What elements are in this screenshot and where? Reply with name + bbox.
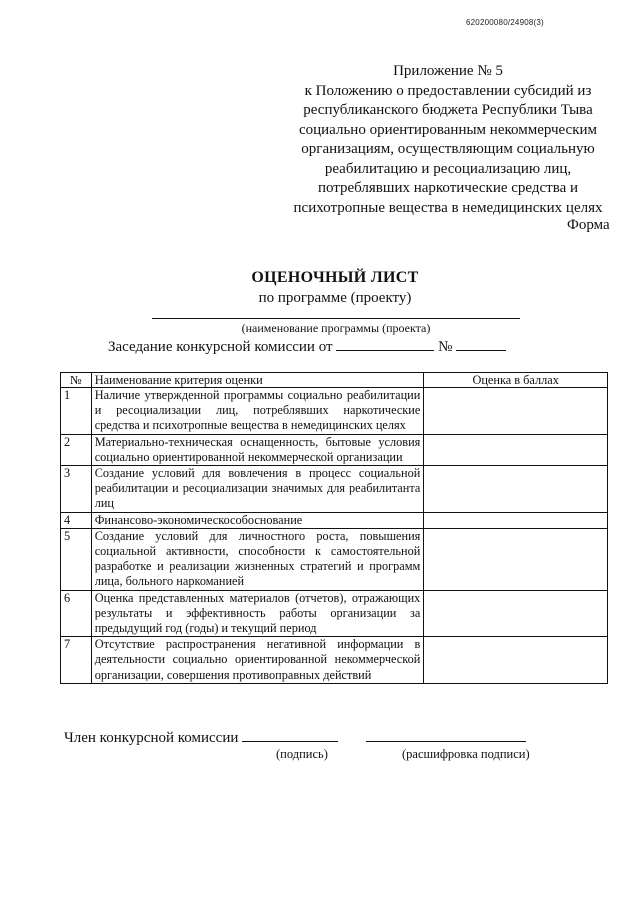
meeting-number-label: №: [438, 339, 453, 355]
meeting-date-blank: [336, 337, 434, 351]
row-score-cell: [424, 434, 608, 465]
appendix-number: Приложение № 5: [393, 63, 503, 79]
row-score-cell: [424, 466, 608, 513]
appendix-line: социально ориентированным некоммерческим: [298, 121, 598, 138]
row-criterion: Финансово-экономическособоснование: [91, 512, 424, 528]
title-block: [200, 268, 470, 308]
meeting-label: Заседание конкурсной комиссии от: [108, 339, 333, 355]
signature-blank: [242, 728, 338, 742]
row-score-cell: [424, 637, 608, 684]
program-name-line: [152, 318, 520, 319]
form-label: Форма: [567, 217, 610, 233]
header-number: №: [61, 373, 92, 388]
table-row: [61, 590, 608, 637]
row-number: 1: [61, 388, 92, 435]
row-criterion: Отсутствие распространения негативной информации в деятельности социально ориентированной некоммерческой организации, совершения противоправных действий: [91, 637, 424, 684]
table-row: [61, 528, 608, 590]
appendix-line: психотропные вещества в немедицинских целях: [293, 199, 603, 216]
row-number: 6: [61, 590, 92, 637]
document-title: ОЦЕНОЧНЫЙ ЛИСТ: [251, 269, 419, 286]
row-criterion: Создание условий для личностного роста, повышения социальной активности, способности к самостоятельной разработке и реализации жизненных стратегий и программ лица, больного наркоманией: [91, 528, 424, 590]
signature-decode-blank: [366, 728, 526, 742]
meeting-number-blank: [456, 337, 506, 351]
appendix-line: потреблявших наркотические средства и: [317, 180, 579, 196]
signature-line: [64, 728, 544, 747]
signature-decode-caption: (расшифровка подписи): [402, 747, 530, 761]
row-score-cell: [424, 388, 608, 435]
header-score: Оценка в баллах: [424, 373, 608, 388]
signature-label: Член конкурсной комиссии: [64, 730, 239, 746]
table-row: [61, 466, 608, 513]
table-row: [61, 434, 608, 465]
appendix-header: [262, 62, 634, 218]
document-id: 620200080/24908(3): [466, 18, 544, 27]
row-criterion: Наличие утвержденной программы социально реабилитации и ресоциализации лиц, потреблявших наркотические средства и психотропные вещества в немедицинских целях: [91, 388, 424, 435]
row-score-cell: [424, 590, 608, 637]
row-number: 4: [61, 512, 92, 528]
table-header-row: [61, 373, 608, 388]
table-row: [61, 388, 608, 435]
header-criterion: Наименование критерия оценки: [91, 373, 424, 388]
meeting-line: [108, 337, 548, 356]
table-row: [61, 637, 608, 684]
program-name-caption: (наименование программы (проекта): [241, 321, 431, 335]
criteria-table: [60, 372, 608, 684]
signature-caption: (подпись): [276, 747, 328, 761]
row-criterion: Создание условий для вовлечения в процесс социальной реабилитации и ресоциализации значимых для реабилитанта лиц: [91, 466, 424, 513]
document-subtitle: по программе (проекту): [258, 290, 412, 306]
appendix-line: реабилитацию и ресоциализацию лиц,: [324, 160, 572, 177]
row-score-cell: [424, 528, 608, 590]
row-criterion: Материально-техническая оснащенность, бытовые условия социально ориентированной некоммерческой организации: [91, 434, 424, 465]
row-number: 3: [61, 466, 92, 513]
appendix-line: к Положению о предоставлении субсидий из: [304, 82, 592, 99]
row-number: 2: [61, 434, 92, 465]
row-criterion: Оценка представленных материалов (отчетов), отражающих результаты и эффективность работы организации за предыдущий год (годы) и текущий период: [91, 590, 424, 637]
row-number: 5: [61, 528, 92, 590]
table-row: [61, 512, 608, 528]
row-number: 7: [61, 637, 92, 684]
appendix-line: республиканского бюджета Республики Тыва: [303, 102, 593, 118]
row-score-cell: [424, 512, 608, 528]
appendix-line: организациям, осуществляющим социальную: [301, 141, 595, 157]
